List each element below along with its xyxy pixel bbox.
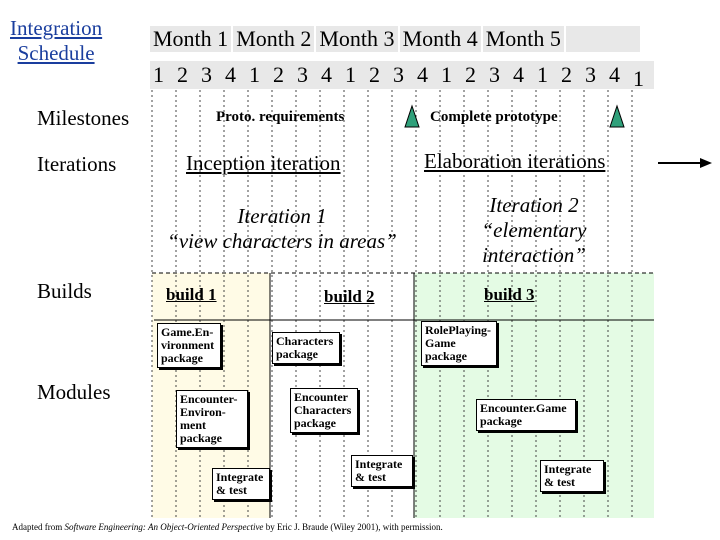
iteration-1-title: Iteration 1 xyxy=(237,204,327,228)
row-label-modules: Modules xyxy=(37,380,111,404)
week-label: 4 xyxy=(609,62,620,87)
module-text: & test xyxy=(216,483,247,497)
module-text: RolePlaying- xyxy=(425,323,491,337)
week-label: 3 xyxy=(297,62,308,87)
iteration-1-subtitle: “view characters in areas” xyxy=(167,229,397,253)
module-text: package xyxy=(480,414,522,428)
week-label: 2 xyxy=(465,62,476,87)
module-integrate-test-2 xyxy=(351,455,413,487)
module-text: Characters xyxy=(276,334,334,348)
iteration-2-title: Iteration 2 xyxy=(489,193,579,217)
week-label: 3 xyxy=(201,62,212,87)
module-text: Integrate xyxy=(544,462,592,476)
module-characters xyxy=(272,332,340,364)
phase-inception: Inception iteration xyxy=(186,151,341,175)
title-line-2: Schedule xyxy=(17,41,95,65)
row-label-milestones: Milestones xyxy=(37,106,130,130)
month-label: Month 1 xyxy=(150,26,233,52)
module-text: package xyxy=(294,416,336,430)
module-text: Encounter xyxy=(294,390,348,404)
week-label: 2 xyxy=(177,62,188,87)
module-text: Encounter- xyxy=(180,392,238,406)
build3-fill xyxy=(414,273,654,518)
module-role-playing-game xyxy=(421,321,497,366)
title-line-1: Integration xyxy=(10,16,103,40)
module-text: Game.En- xyxy=(161,325,214,339)
module-encounter-environment xyxy=(176,390,248,448)
module-text: & test xyxy=(544,475,575,489)
week-label: 3 xyxy=(585,62,596,87)
milestone-marker-1 xyxy=(405,106,419,127)
week-label: 4 xyxy=(225,62,236,87)
month-label: Month 4 xyxy=(400,26,483,52)
week-label: 2 xyxy=(561,62,572,87)
week-label: 4 xyxy=(321,62,332,87)
module-text: Integrate xyxy=(355,457,403,471)
module-text: & test xyxy=(355,470,386,484)
row-label-iterations: Iterations xyxy=(37,152,117,176)
module-encounter-characters xyxy=(290,388,358,433)
milestone-complete-prototype: Complete prototype xyxy=(430,109,558,125)
week-label: 3 xyxy=(489,62,500,87)
iteration-2-subtitle-2: interaction” xyxy=(482,243,586,267)
module-encounter-game xyxy=(476,399,576,431)
iteration-2 xyxy=(434,193,634,268)
week-label: 4 xyxy=(417,62,428,87)
module-text: Environ- xyxy=(180,405,226,419)
milestone-proto-requirements: Proto. requirements xyxy=(216,109,345,125)
week-label: 1 xyxy=(153,62,164,87)
credit-prefix: Adapted from xyxy=(12,522,65,532)
week-label: 1 xyxy=(537,62,548,87)
month-label: Month 5 xyxy=(483,26,566,52)
week-label: 2 xyxy=(369,62,380,87)
module-text: package xyxy=(425,349,467,363)
credit-line xyxy=(12,522,443,532)
milestone-marker-2 xyxy=(610,106,624,127)
build-3-label: build 3 xyxy=(484,285,535,304)
module-text: Characters xyxy=(294,403,352,417)
module-integrate-test-3 xyxy=(540,460,604,492)
credit-book: Software Engineering: An Object-Oriented Perspective xyxy=(64,522,264,532)
credit-suffix: by Eric J. Braude (Wiley 2001), with permission. xyxy=(263,522,443,532)
build-1-label: build 1 xyxy=(166,285,217,304)
module-text: vironment xyxy=(161,338,215,352)
module-text: Game xyxy=(425,336,456,350)
module-integrate-test-1 xyxy=(212,468,270,500)
module-text: ment xyxy=(180,418,206,432)
module-text: Encounter.Game xyxy=(480,401,567,415)
week-label: 1 xyxy=(633,66,644,91)
week-header xyxy=(150,61,654,89)
week-label: 3 xyxy=(393,62,404,87)
month-label: Month 2 xyxy=(233,26,316,52)
week-label: 2 xyxy=(273,62,284,87)
month-header xyxy=(150,26,640,52)
phase-elaboration: Elaboration iterations xyxy=(424,149,606,173)
month-label: Month 3 xyxy=(316,26,399,52)
week-label: 4 xyxy=(513,62,524,87)
module-text: package xyxy=(180,431,222,445)
build-2-label: build 2 xyxy=(324,287,375,306)
module-game-environment xyxy=(157,323,221,368)
module-text: package xyxy=(276,347,318,361)
iteration-1 xyxy=(150,204,414,254)
module-text: Integrate xyxy=(216,470,264,484)
row-label-builds: Builds xyxy=(37,279,92,303)
week-label: 1 xyxy=(345,62,356,87)
elaboration-arrow-head xyxy=(700,158,712,168)
week-label: 1 xyxy=(249,62,260,87)
iteration-2-subtitle-1: “elementary xyxy=(481,218,587,242)
week-label: 1 xyxy=(441,62,452,87)
module-text: package xyxy=(161,351,203,365)
